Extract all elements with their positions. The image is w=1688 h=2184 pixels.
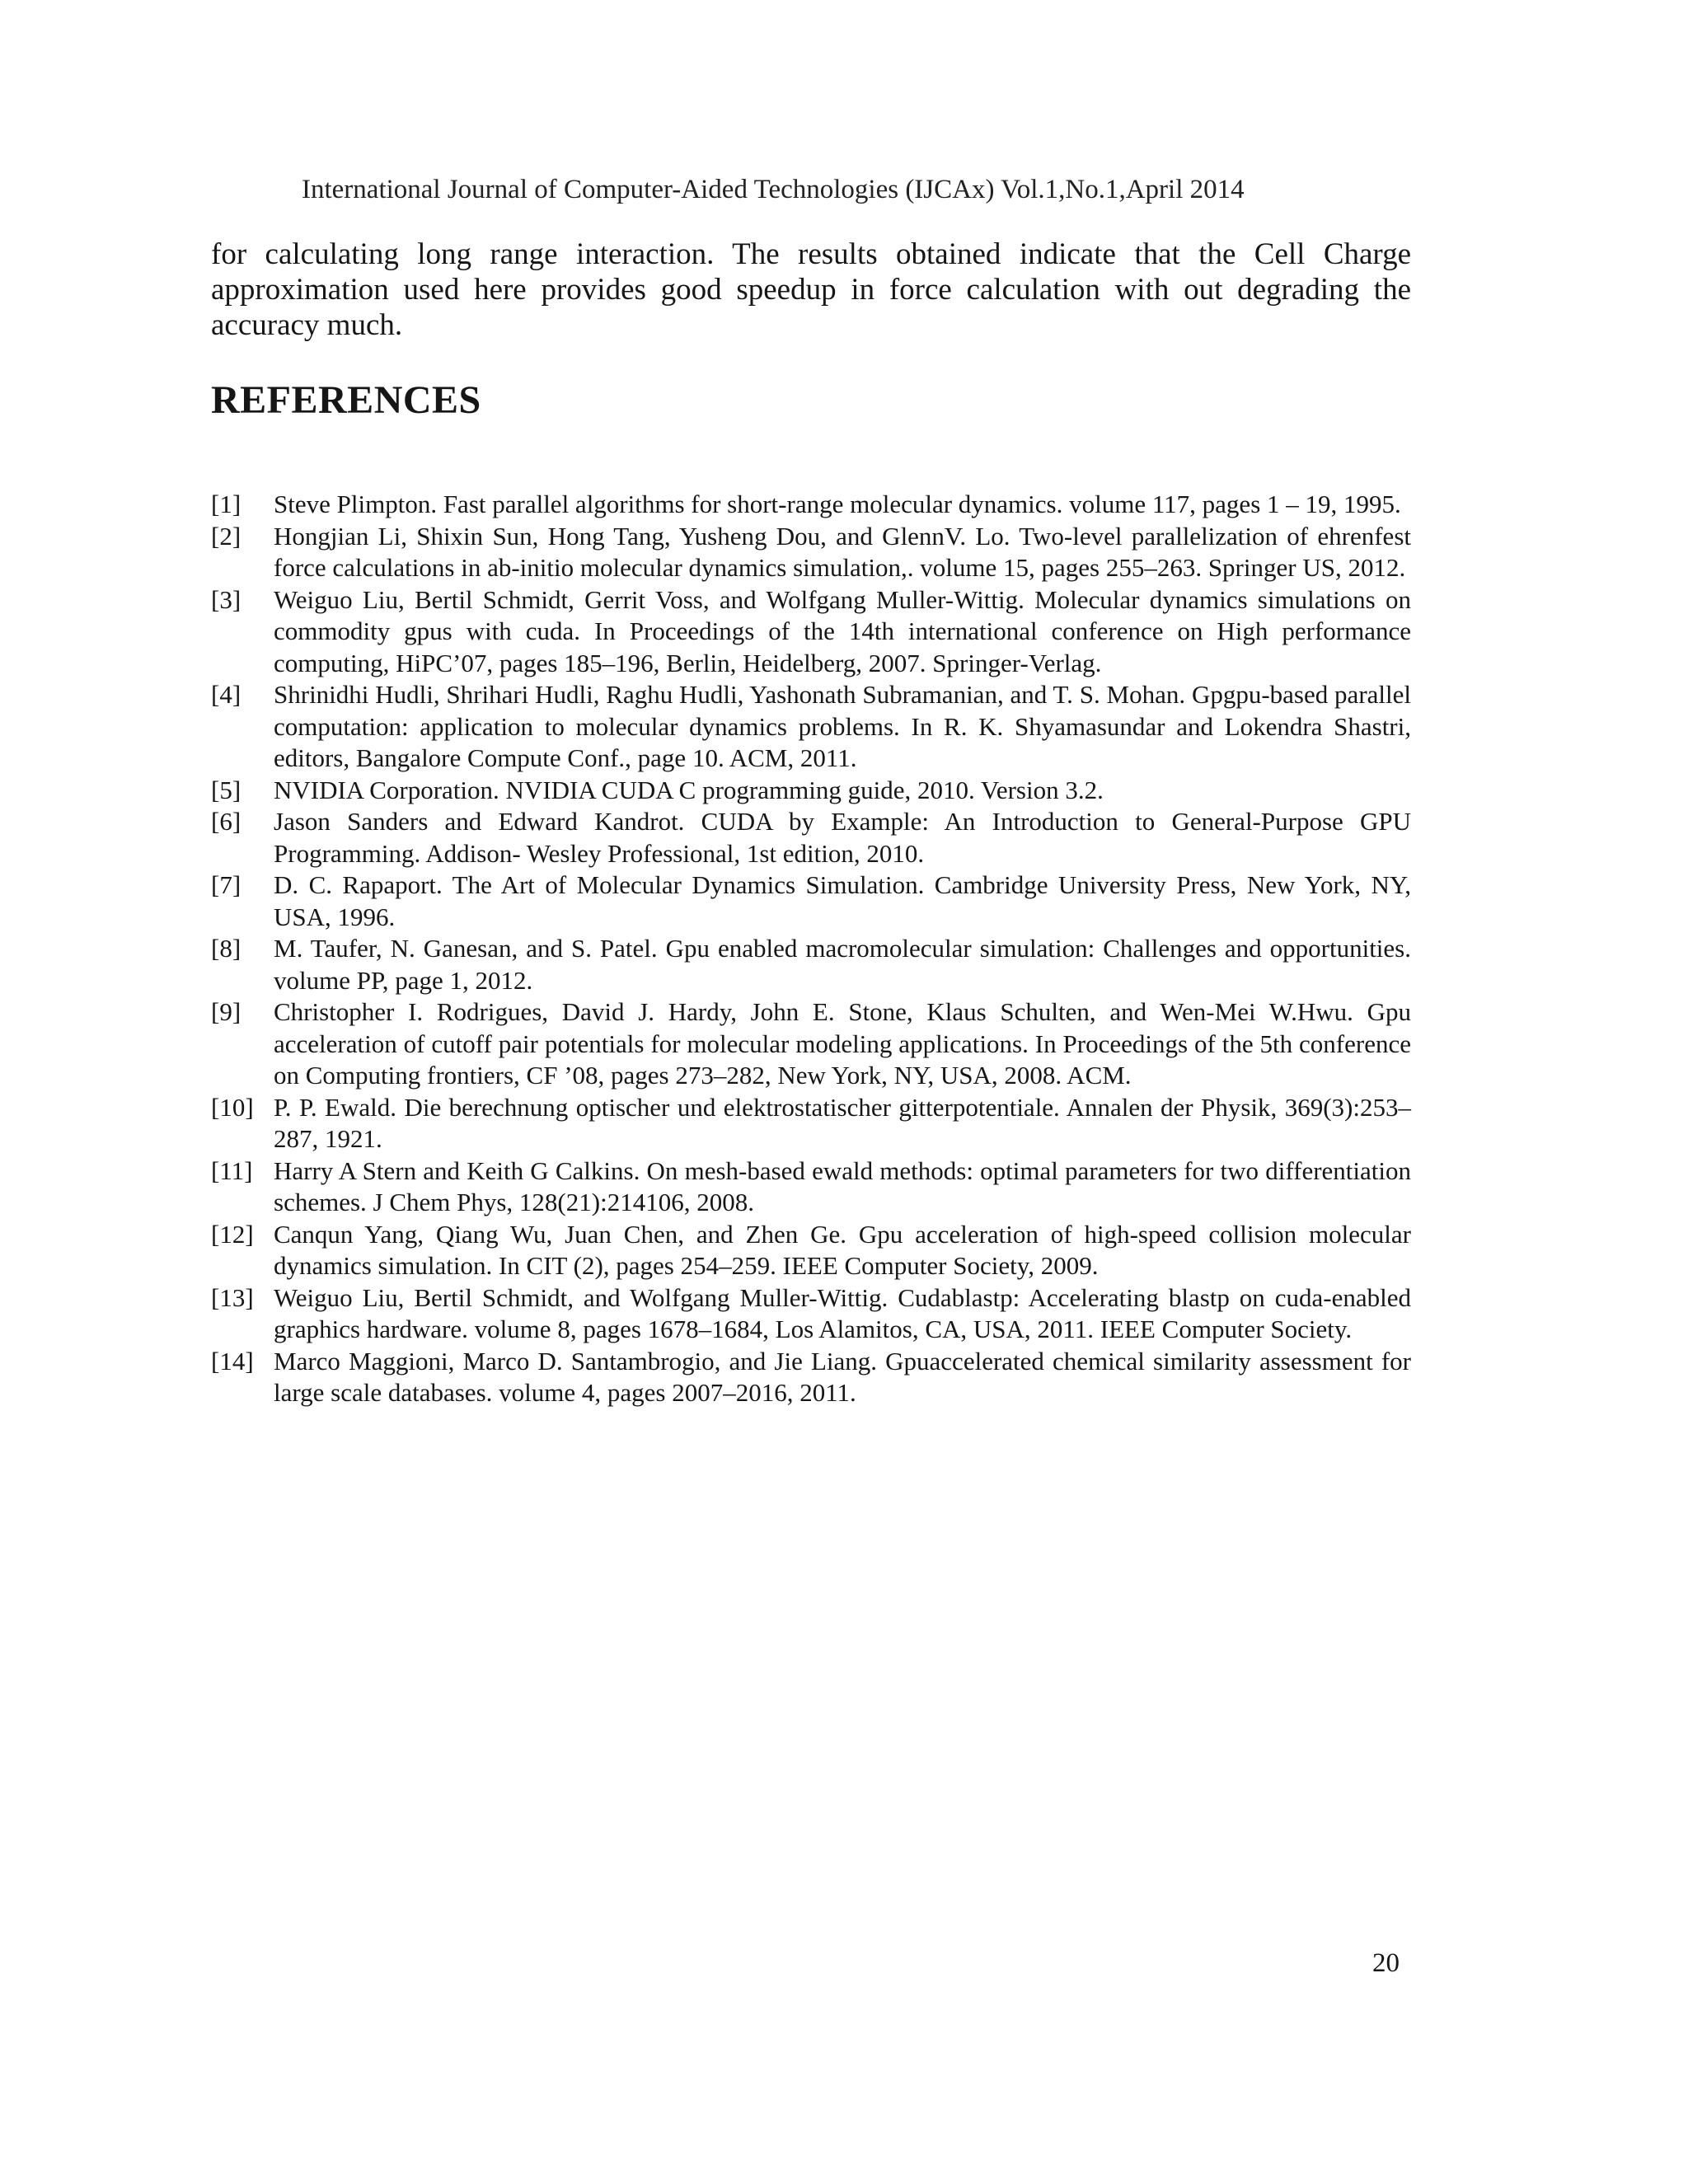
reference-text: Steve Plimpton. Fast parallel algorithms for short-range molecular dynamics. volume 117, pages 1 – 19, 1995. <box>274 490 1401 518</box>
running-header: International Journal of Computer-Aided Technologies (IJCAx) Vol.1,No.1,April 2014 <box>302 175 1245 204</box>
reference-text: Weiguo Liu, Bertil Schmidt, and Wolfgang Muller-Wittig. Cudablastp: Accelerating blastp on cuda-enabled graphics hardware. volume 8, pages 1678–1684, Los Alamitos, CA, USA, 2011. IEEE Computer Society. <box>274 1282 1411 1343</box>
reference-list <box>211 489 1411 1409</box>
reference-item <box>211 1155 1411 1219</box>
reference-number: [14] <box>211 1346 254 1376</box>
reference-number: [12] <box>211 1219 254 1249</box>
reference-text: M. Taufer, N. Ganesan, and S. Patel. Gpu enabled macromolecular simulation: Challenges and opportunities. volume PP, page 1, 2012. <box>274 934 1411 995</box>
reference-text: Canqun Yang, Qiang Wu, Juan Chen, and Zhen Ge. Gpu acceleration of high-speed collision molecular dynamics simulation. In CIT (2), pages 254–259. IEEE Computer Society, 2009. <box>274 1219 1411 1280</box>
reference-number: [2] <box>211 521 241 551</box>
reference-text: D. C. Rapaport. The Art of Molecular Dynamics Simulation. Cambridge University Press, New York, NY, USA, 1996. <box>274 870 1411 931</box>
reference-number: [3] <box>211 584 241 614</box>
reference-number: [8] <box>211 934 241 963</box>
reference-text: Weiguo Liu, Bertil Schmidt, Gerrit Voss, and Wolfgang Muller-Wittig. Molecular dynamics simulations on commodity gpus with cuda. In Proceedings of the 14th international conference on High performance computing, HiPC’07, pages 185–196, Berlin, Heidelberg, 2007. Springer-Verlag. <box>274 584 1411 677</box>
reference-number: [10] <box>211 1092 254 1122</box>
reference-item <box>211 806 1411 869</box>
reference-item <box>211 775 1411 807</box>
reference-text: Shrinidhi Hudli, Shrihari Hudli, Raghu Hudli, Yashonath Subramanian, and T. S. Mohan. Gpgpu-based parallel computation: application to molecular dynamics problems. In R. K. Shyamasundar and Lokendra Shastri, editors, Bangalore Compute Conf., page 10. ACM, 2011. <box>274 680 1411 772</box>
reference-text: Marco Maggioni, Marco D. Santambrogio, and Jie Liang. Gpuaccelerated chemical similarity assessment for large scale databases. volume 4, pages 2007–2016, 2011. <box>274 1346 1411 1407</box>
reference-item <box>211 584 1411 680</box>
reference-text: Harry A Stern and Keith G Calkins. On mesh-based ewald methods: optimal parameters for two differentiation schemes. J Chem Phys, 128(21):214106, 2008. <box>274 1155 1411 1216</box>
reference-number: [4] <box>211 680 241 709</box>
reference-number: [11] <box>211 1155 253 1185</box>
reference-item <box>211 521 1411 584</box>
reference-item <box>211 1346 1411 1409</box>
reference-item <box>211 933 1411 996</box>
reference-item <box>211 489 1411 521</box>
reference-number: [7] <box>211 870 241 899</box>
reference-text: Christopher I. Rodrigues, David J. Hardy, John E. Stone, Klaus Schulten, and Wen-Mei W.Hwu. Gpu acceleration of cutoff pair potentials for molecular modeling applications. In Proceedings of the 5th conference on Computing frontiers, CF ’08, pages 273–282, New York, NY, USA, 2008. ACM. <box>274 997 1411 1090</box>
reference-item <box>211 1282 1411 1346</box>
reference-item <box>211 1092 1411 1155</box>
reference-item <box>211 1219 1411 1282</box>
intro-paragraph: for calculating long range interaction. The results obtained indicate that the Cell Charge approximation used here provides good speedup in force calculation with out degrading the accuracy much. <box>211 237 1411 342</box>
reference-text: Hongjian Li, Shixin Sun, Hong Tang, Yusheng Dou, and GlennV. Lo. Two-level parallelization of ehrenfest force calculations in ab-initio molecular dynamics simulation,. volume 15, pages 255–263. Springer US, 2012. <box>274 521 1411 582</box>
reference-number: [5] <box>211 775 241 804</box>
reference-text: P. P. Ewald. Die berechnung optischer und elektrostatischer gitterpotentiale. Annalen der Physik, 369(3):253–287, 1921. <box>274 1092 1411 1153</box>
reference-number: [6] <box>211 807 241 836</box>
reference-text: Jason Sanders and Edward Kandrot. CUDA by Example: An Introduction to General-Purpose GPU Programming. Addison- Wesley Professional, 1st edition, 2010. <box>274 807 1411 868</box>
reference-item <box>211 996 1411 1092</box>
reference-number: [1] <box>211 490 241 518</box>
reference-number: [9] <box>211 997 241 1026</box>
page-number: 20 <box>1372 1948 1400 1978</box>
references-heading: REFERENCES <box>211 378 481 422</box>
reference-text: NVIDIA Corporation. NVIDIA CUDA C programming guide, 2010. Version 3.2. <box>274 775 1104 804</box>
reference-item <box>211 679 1411 775</box>
reference-number: [13] <box>211 1282 254 1312</box>
reference-item <box>211 869 1411 933</box>
